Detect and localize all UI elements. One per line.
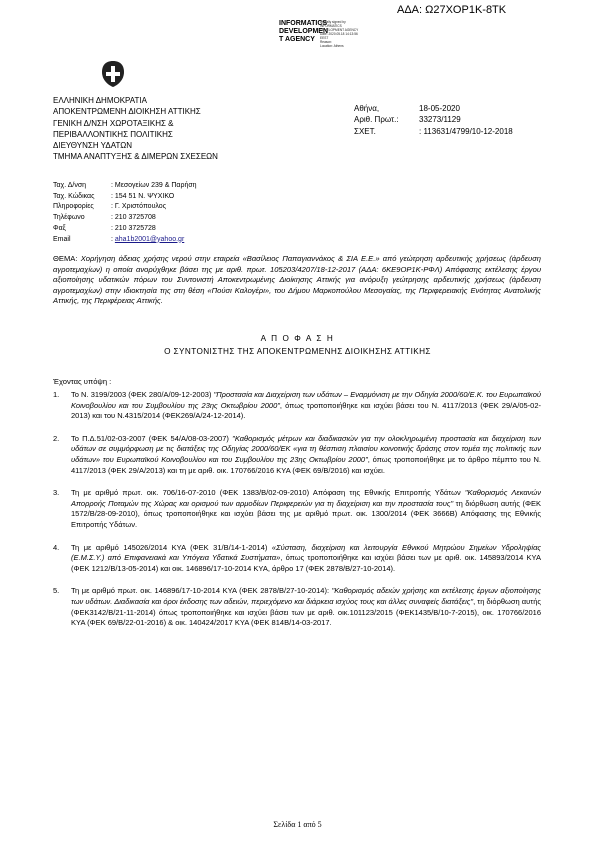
item-text: Το Π.Δ.51/02-03-2007 (ΦΕΚ 54/Α/08-03-2007) bbox=[71, 433, 233, 443]
date-value: 18-05-2020 bbox=[419, 104, 460, 113]
authority-line: ΤΜΗΜΑ ΑΝΑΠΤΥΞΗΣ & ΔΙΜΕΡΩΝ ΣΧΕΣΕΩΝ bbox=[53, 152, 218, 162]
list-item bbox=[53, 434, 541, 476]
item-text: , όπως τροποποιήθηκε και ισχύει βάσει των με αριθ. οικ. 145893/2014 ΚΥΑ (ΦΕΚ 1212/Β/13-05-2014) και οικ. 146896/17-10-2014 ΚΥΑ, άρθρο 17 (ΦΕΚ 2878/Β/27-10-2014). bbox=[71, 553, 541, 573]
contact-key: Ταχ. Δ/νση bbox=[53, 182, 87, 189]
item-italic-text: "Προστασία και Διαχείριση των υδάτων – Εναρμόνιση με την Οδηγία 2000/60/Ε.Κ. του Ευρωπαϊκού Κοινοβουλίου και του Συμβουλίου της 23ης Οκτωβρίου 2000" bbox=[71, 390, 541, 410]
signature-org-line: INFORMATICS bbox=[279, 20, 328, 27]
item-text: Τη με αριθμό 145026/2014 ΚΥΑ (ΦΕΚ 31/Β/14-1-2014) bbox=[71, 542, 272, 552]
greek-emblem-icon bbox=[100, 60, 126, 88]
signature-detail-line: Date: 2020.05.18 14:13:56 bbox=[320, 32, 358, 36]
item-number: 5. bbox=[53, 586, 60, 596]
contact-value: : Μεσογείων 239 & Παρήση bbox=[111, 182, 197, 189]
signature-org-line: T AGENCY bbox=[279, 36, 315, 43]
related-row bbox=[354, 126, 513, 137]
decision-subtitle: Ο ΣΥΝΤΟΝΙΣΤΗΣ ΤΗΣ ΑΠΟΚΕΝΤΡΩΜΕΝΗΣ ΔΙΟΙΚΗΣΗΣ ΑΤΤΙΚΗΣ bbox=[164, 347, 431, 356]
authority-line: ΔΙΕΥΘΥΝΣΗ ΥΔΑΤΩΝ bbox=[53, 141, 132, 151]
item-italic-text: "Καθορισμός μέτρων και διαδικασιών για την ολοκληρωμένη προστασία και διαχείριση των υδάτων σε συμμόρφωση με τις διατάξεις της Οδηγίας 2000/60/ΕΚ «για τη θέσπιση πλαισίου κοινοτικής δράσης στον τομέα της πολιτικής των υδάτων» του Ευρωπαϊκού Κοινοβουλίου και του Συμβουλίου της 23ης Οκτωβρίου 2000" bbox=[71, 433, 542, 464]
signature-detail-line: Digitally signed by bbox=[320, 20, 346, 24]
contact-key: Φαξ bbox=[53, 224, 66, 232]
considerations-list bbox=[53, 390, 541, 641]
contact-value-prefix: : bbox=[111, 235, 115, 243]
related-label: ΣΧΕΤ. bbox=[354, 126, 376, 136]
list-item bbox=[53, 390, 541, 422]
list-item bbox=[53, 488, 541, 530]
ada-code: ΑΔΑ: Ω27ΧΟΡ1Κ-8ΤΚ bbox=[397, 4, 507, 16]
protocol-row bbox=[354, 114, 513, 125]
item-text: Τη με αριθμό πρωτ. οικ. 146896/17-10-2014 ΚΥΑ (ΦΕΚ 2878/Β/27-10-2014): bbox=[71, 586, 332, 596]
subject-label: ΘΕΜΑ: bbox=[53, 254, 81, 263]
authority-line: ΑΠΟΚΕΝΤΡΩΜΕΝΗ ΔΙΟΙΚΗΣΗ ΑΤΤΙΚΗΣ bbox=[53, 107, 201, 117]
related-value: : 113631/4799/10-12-2018 bbox=[419, 126, 513, 136]
item-text: , όπως τροποποιήθηκε και ισχύει βάσει του Ν. 4117/2013 (ΦΕΚ 29/Α/05-02-2013) και του Ν.4315/2014 (ΦΕΚ269/Α/24-12-2014). bbox=[71, 400, 542, 421]
signature-detail-line: INFORMATICS bbox=[320, 24, 342, 28]
item-italic-text: "Καθορισμός αδειών χρήσης και εκτέλεσης έργων αξιοποίησης των υδάτων. Διαδικασία και όροι έκδοσης των αδειών, περιεχόμενο και διάρκεια ισχύος τους και άλλες συναφείς διατάξεις" bbox=[71, 586, 541, 606]
contact-row bbox=[53, 235, 197, 246]
contact-key: Email bbox=[53, 235, 71, 243]
email-link[interactable]: aha1b2001@yahoo.gr bbox=[114, 235, 185, 243]
item-italic-text: «Σύσταση, διαχείριση και λειτουργία Εθνικού Μητρώου Σημείων Υδροληψίας (Ε.Μ.Σ.Υ.) από Επιφανειακά και Υπόγεια Υδατικά Συστήματα» bbox=[71, 542, 541, 563]
date-row bbox=[354, 103, 513, 114]
decision-title: Α Π Ο Φ Α Σ Η bbox=[260, 334, 335, 343]
contact-key: Ταχ. Κώδικας bbox=[53, 192, 95, 200]
subject-text: Χορήγηση άδειας χρήσης νερού στην εταιρεία «Βασίλειος Παπαγιαννάκος & ΣΙΑ Ε.Ε.» από γεώτρηση αρδευτικής χρήσεως (άρδευση αγροτεμαχίων) η οποία ανορύχθηκε βάσει της με αριθ. πρωτ. 105203/4207/18-12-2017 (ΑΔΑ: 6ΚΕ9ΟΡ1Κ-ΡΦΛ) Απόφασης εκτέλεσης έργου αξιοποίησης υδατικών πόρων του Συντονιστή Αποκεντρωμένης Διοίκησης Αττικής για ανόρυξη γεώτρησης αρδευτικής χρήσεως (άρδευση αγροτεμαχίων) στην ιδιοκτησία της στη θέση «Πούσι Καλογέρι», του Δήμου Μαρκοπούλου Μεσογαίας, της Περιφερειακής Ενότητας Ανατολικής Αττικής, της Περιφέρειας Αττικής. bbox=[53, 254, 541, 306]
item-text: , τη διόρθωση αυτής (ΦΕΚ3142/Β/21-11-2014) όπως τροποποιήθηκε και ισχύει βάσει των με αριθ. οικ.101123/2015 (ΦΕΚ1435/Β/10-7-2015), οικ. 170766/2016 ΚΥΑ (ΦΕΚ 69/Β/22-01-2016) & οικ. 140424/2017 ΚΥΑ (ΦΕΚ 814Β/14-03-2017. bbox=[71, 596, 541, 628]
item-number: 2. bbox=[53, 433, 60, 443]
item-italic-text: "Καθορισμός Λεκανών Απορροής Ποταμών της Χώρας και ορισμού των αρμοδίων Περιφερειών για τη διαχείριση και την προστασία τους" bbox=[71, 488, 541, 508]
item-text: Τη με αριθμό πρωτ. οικ. 706/16-07-2010 (ΦΕΚ 1383/Β/02-09-2010) Απόφαση της Εθνικής Επιτροπής Υδάτων bbox=[71, 488, 465, 498]
item-text: τη διόρθωση αυτής (ΦΕΚ 1572/Β/28-09-2010), όπως τροποποιήθηκε και ισχύει βάσει της με αριθμό πρωτ. οικ. 1300/2014 (ΦΕΚ 3666Β) Απόφασης της Εθνικής Επιτροπής Υδάτων. bbox=[71, 498, 541, 529]
signature-detail-line: EEST bbox=[320, 36, 329, 40]
item-number: 4. bbox=[53, 542, 60, 552]
contact-value: : 210 3725708 bbox=[111, 214, 156, 222]
contact-row bbox=[53, 224, 197, 235]
contact-row bbox=[53, 213, 197, 224]
subject-paragraph bbox=[53, 254, 541, 307]
item-number: 3. bbox=[53, 488, 60, 498]
contact-row bbox=[53, 181, 197, 192]
protocol-label: Αριθ. Πρωτ.: bbox=[354, 115, 399, 125]
contact-row bbox=[53, 202, 197, 213]
authority-line: ΠΕΡΙΒΑΛΛΟΝΤΙΚΗΣ ΠΟΛΙΤΙΚΗΣ bbox=[53, 129, 173, 139]
protocol-value: 33273/1129 bbox=[419, 115, 461, 125]
list-item bbox=[53, 543, 541, 575]
contact-key: Τηλέφωνο bbox=[53, 214, 85, 222]
item-text: Το Ν. 3199/2003 (ΦΕΚ 280/Α/09-12-2003) bbox=[71, 390, 214, 399]
contact-details bbox=[53, 181, 197, 245]
contact-key: Πληροφορίες bbox=[53, 203, 94, 211]
contact-value: : 154 51 Ν. ΨΥΧΙΚΟ bbox=[111, 192, 175, 200]
date-label: Αθήνα, bbox=[354, 104, 380, 113]
item-number: 1. bbox=[53, 390, 60, 399]
page-number: Σελίδα 1 από 5 bbox=[273, 820, 322, 829]
contact-row bbox=[53, 192, 197, 203]
item-text: , όπως τροποποιήθηκε με το άρθρο πέμπτο του Ν. 4117/2013 (ΦΕΚ 29/Α/2013) και τη με αριθ. οικ. 170766/2016 ΚΥΑ (ΦΕΚ 69/Β/2016) και ισχύει. bbox=[71, 454, 542, 475]
issuing-authority bbox=[53, 95, 218, 163]
document-references bbox=[354, 103, 513, 137]
signature-org-line: DEVELOPMEN bbox=[279, 28, 329, 35]
considering-heading: Έχοντας υπόψη : bbox=[53, 377, 112, 386]
authority-line: ΓΕΝΙΚΗ Δ/ΝΣΗ ΧΩΡΟΤΑΞΙΚΗΣ & bbox=[53, 118, 174, 128]
contact-value: : Γ. Χριστόπουλος bbox=[111, 203, 167, 211]
signature-detail-line: Reason: bbox=[320, 40, 332, 44]
digital-signature-details bbox=[320, 20, 358, 48]
signature-detail-line: Location: Athens bbox=[320, 44, 344, 48]
list-item bbox=[53, 586, 541, 628]
signature-detail-line: DEVELOPMENT AGENCY bbox=[320, 28, 359, 32]
authority-line: ΕΛΛΗΝΙΚΗ ΔΗΜΟΚΡΑΤΙΑ bbox=[53, 96, 147, 105]
contact-value: : 210 3725728 bbox=[111, 224, 156, 232]
